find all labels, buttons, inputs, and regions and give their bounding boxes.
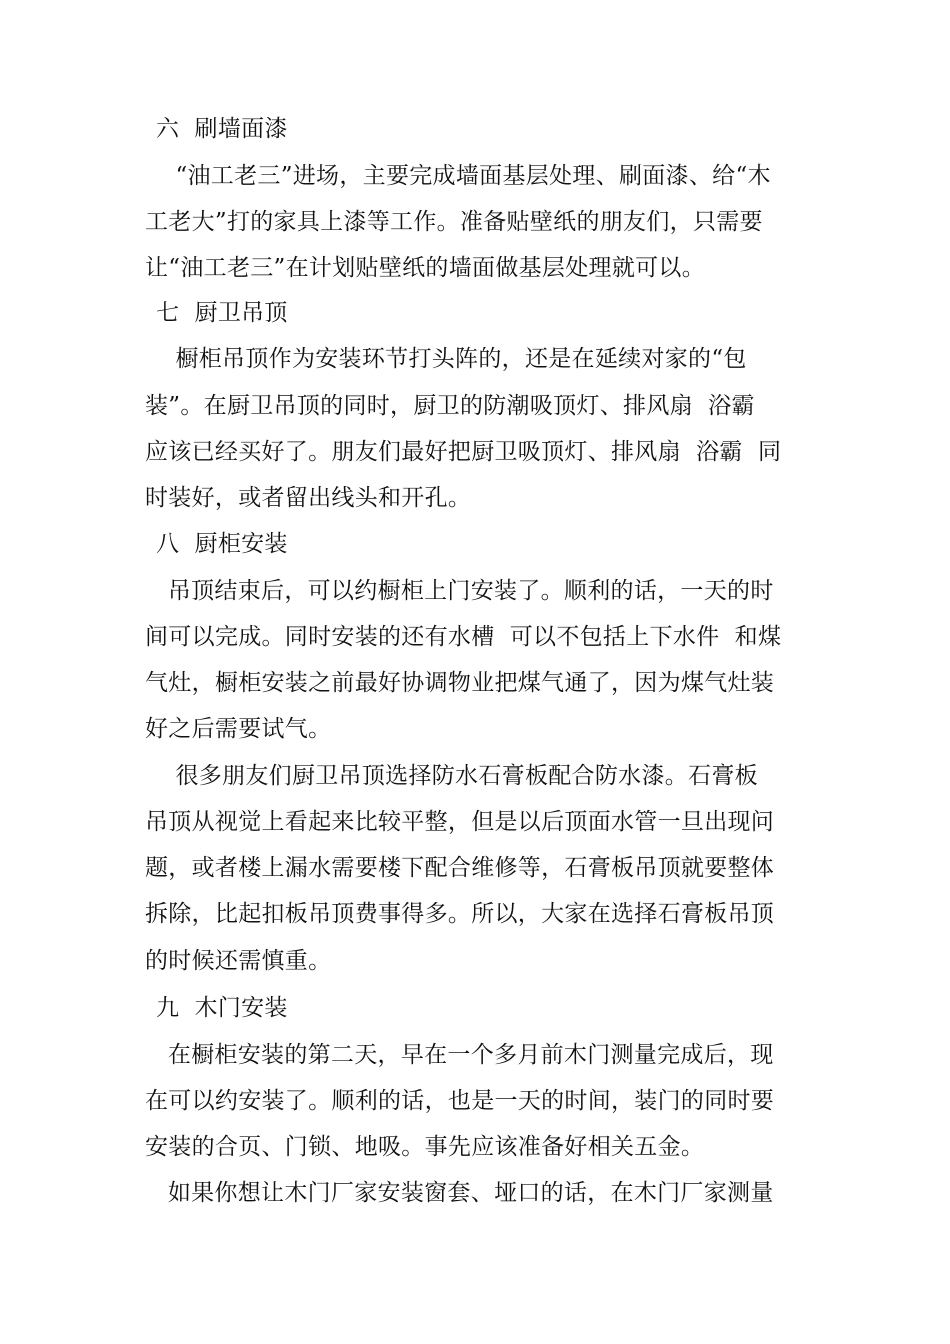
paragraph-line: 安装的合页、门锁、地吸。事先应该准备好相关五金。 bbox=[145, 1134, 705, 1160]
paragraph-line: 的时候还需慎重。 bbox=[145, 948, 332, 974]
paragraph-line: 题，或者楼上漏水需要楼下配合维修等，石膏板吊顶就要整体 bbox=[145, 855, 775, 881]
section-heading: 六 刷墙面漆 bbox=[156, 116, 288, 142]
section-heading: 八 厨柜安装 bbox=[156, 531, 288, 557]
paragraph-line: 好之后需要试气。 bbox=[145, 716, 332, 742]
paragraph-line: 很多朋友们厨卫吊顶选择防水石膏板配合防水漆。石膏板 bbox=[145, 763, 758, 789]
paragraph-line: 橱柜吊顶作为安装环节打头阵的，还是在延续对家的“包 bbox=[145, 346, 747, 372]
paragraph-line: 气灶，橱柜安装之前最好协调物业把煤气通了，因为煤气灶装 bbox=[145, 670, 775, 696]
paragraph-line: 如果你想让木门厂家安装窗套、垭口的话，在木门厂家测量 bbox=[145, 1180, 774, 1206]
paragraph-line: 在可以约安装了。顺利的话，也是一天的时间，装门的同时要 bbox=[145, 1088, 775, 1114]
paragraph-line: 让“油工老三”在计划贴壁纸的墙面做基层处理就可以。 bbox=[145, 255, 706, 281]
paragraph-line: 装”。在厨卫吊顶的同时，厨卫的防潮吸顶灯、排风扇 浴霸 bbox=[145, 393, 755, 419]
paragraph-line: “油工老三”进场，主要完成墙面基层处理、刷面漆、给“木 bbox=[145, 163, 771, 189]
paragraph-line: 在橱柜安装的第二天，早在一个多月前木门测量完成后，现 bbox=[145, 1042, 774, 1068]
paragraph-line: 间可以完成。同时安装的还有水槽 可以不包括上下水件 和煤 bbox=[145, 624, 782, 650]
paragraph-line: 工老大”打的家具上漆等工作。准备贴壁纸的朋友们，只需要 bbox=[145, 209, 763, 235]
paragraph-line: 吊顶结束后，可以约橱柜上门安装了。顺利的话，一天的时 bbox=[145, 578, 774, 604]
paragraph-line: 吊顶从视觉上看起来比较平整，但是以后顶面水管一旦出现问 bbox=[145, 809, 775, 835]
paragraph-line: 拆除，比起扣板吊顶费事得多。所以，大家在选择石膏板吊顶 bbox=[145, 901, 775, 927]
paragraph-line: 应该已经买好了。朋友们最好把厨卫吸顶灯、排风扇 浴霸 同 bbox=[145, 439, 782, 465]
section-heading: 九 木门安装 bbox=[156, 995, 288, 1021]
paragraph-line: 时装好，或者留出线头和开孔。 bbox=[145, 485, 472, 511]
section-heading: 七 厨卫吊顶 bbox=[156, 300, 288, 326]
